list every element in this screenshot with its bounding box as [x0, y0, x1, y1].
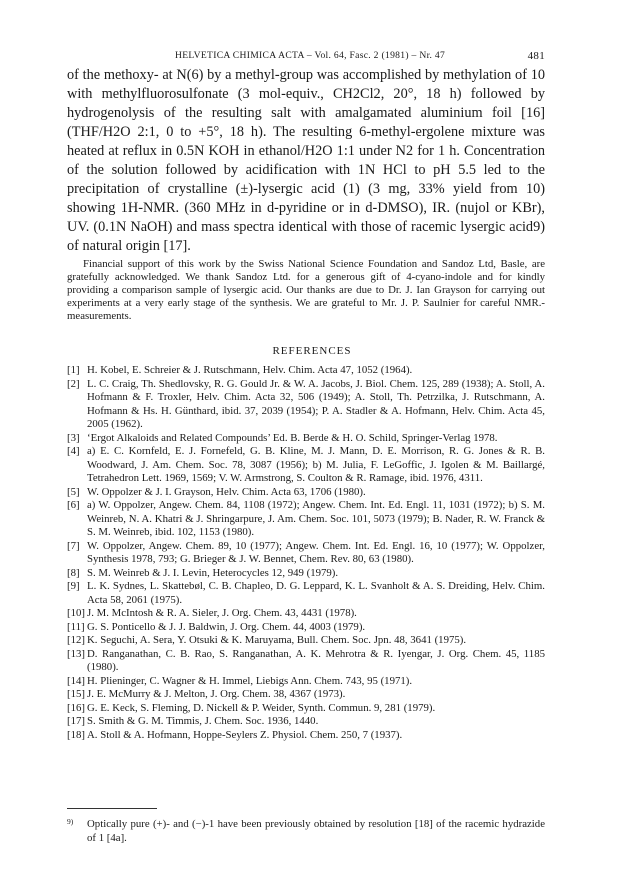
reference-text: D. Ranganathan, C. B. Rao, S. Ranganathan, A. K. Mehrotra & R. Iyengar, J. Org. Chem. 45, 1185 (1980).	[87, 647, 545, 673]
reference-text: a) W. Oppolzer, Angew. Chem. 84, 1108 (1972); Angew. Chem. Int. Ed. Engl. 11, 1031 (1972); b) S. M. Weinreb, N. A. Khatri & J. Shringarpure, J. Am. Chem. Soc. 101, 5073 (1979); B. Nader, R. W. Franck & S. M. Weinreb, ibid. 102, 1153 (1980).	[87, 499, 545, 538]
references-heading: REFERENCES	[272, 345, 352, 357]
reference-text: J. M. McIntosh & R. A. Sieler, J. Org. Chem. 43, 4431 (1978).	[87, 607, 357, 619]
reference-item	[67, 729, 545, 743]
reference-number: [18]	[67, 728, 85, 741]
reference-number: [2]	[67, 377, 80, 390]
reference-number: [5]	[67, 485, 80, 498]
reference-item	[67, 432, 545, 446]
reference-item	[67, 364, 545, 378]
reference-number: [13]	[67, 647, 85, 660]
reference-item	[67, 702, 545, 716]
reference-item	[67, 378, 545, 432]
reference-number: [1]	[67, 364, 80, 376]
reference-item	[67, 486, 545, 500]
reference-text: G. S. Ponticello & J. J. Baldwin, J. Org. Chem. 44, 4003 (1979).	[87, 620, 366, 633]
reference-item	[67, 688, 545, 702]
page-number: 481	[527, 50, 545, 62]
reference-text: a) E. C. Kornfeld, E. J. Fornefeld, G. B. Kline, M. J. Mann, D. E. Morrison, R. G. Jones & R. B. Woodward, J. Am. Chem. Soc. 78, 3087 (1956); b) M. Julia, F. LeGoffic, J. Igolen & M. Baillargé, Tetrahedron Lett. 1969, 1569; V. W. Armstrong, S. Coulton & R. Ramage, ibid. 1976, 4311.	[87, 445, 545, 484]
footnote-mark: 9)	[67, 817, 74, 826]
reference-number: [17]	[67, 715, 85, 727]
reference-text: L. K. Sydnes, L. Skattebøl, C. B. Chapleo, D. G. Leppard, K. L. Svanholt & A. S. Dreiding, Helv. Chim. Acta 58, 2061 (1975).	[87, 580, 545, 606]
references-list	[67, 364, 545, 742]
reference-item	[67, 499, 545, 540]
footnote-text: Optically pure (+)- and (−)-1 have been previously obtained by resolution [18] of the racemic hydrazide of 1 [4a].	[87, 818, 545, 844]
running-title: HELVETICA CHIMICA ACTA – Vol. 64, Fasc. 2 (1981) – Nr. 47	[175, 50, 446, 61]
reference-item	[67, 621, 545, 635]
reference-item	[67, 445, 545, 486]
reference-text: W. Oppolzer, Angew. Chem. 89, 10 (1977); Angew. Chem. Int. Ed. Engl. 16, 10 (1977); W. Oppolzer, Synthesis 1978, 793; G. Brieger & J. W. Bennet, Chem. Rev. 80, 63 (1980).	[87, 539, 545, 565]
reference-item	[67, 715, 545, 729]
reference-text: S. Smith & G. M. Timmis, J. Chem. Soc. 1936, 1440.	[87, 715, 319, 727]
reference-text: ‘Ergot Alkaloids and Related Compounds’ Ed. B. Berde & H. O. Schild, Springer-Verlag 1978.	[87, 431, 498, 444]
reference-number: [14]	[67, 674, 85, 687]
reference-number: [12]	[67, 634, 85, 646]
reference-text: G. E. Keck, S. Fleming, D. Nickell & P. Weider, Synth. Commun. 9, 281 (1979).	[87, 701, 436, 714]
acknowledgement-paragraph: Financial support of this work by the Swiss National Science Foundation and Sandoz Ltd, Basle, are gratefully acknowledged. We thank Sandoz Ltd. for a generous gift of 4-cyano-indole and for kindly providing a comparison sample of lysergic acid. Our thanks are due to Dr. J. Ian Grayson for carrying out experiments at a very early stage of the synthesis. We are grateful to Mr. J. P. Saulnier for careful NMR.-measurements.	[67, 258, 545, 322]
footnote-divider	[67, 808, 157, 809]
body-paragraph: of the methoxy- at N(6) by a methyl-group was accomplished by methylation of 10 with methylfluorosulfonate (3 mol-equiv., CH2Cl2, 20°, 18 h) followed by hydrogenolysis of the resulting salt with amalgamated aluminium foil [16] (THF/H2O 2:1, 0 to +5°, 18 h). The resulting 6-methyl-ergolene mixture was heated at reflux in 0.5N KOH in ethanol/H2O 1:1 under N2 for 1 h. Concentration of the solution followed by acidification with 1N HCl to pH 5.5 led to the precipitation of crystalline (±)-lysergic acid (1) (3 mg, 33% yield from 10) showing 1H-NMR. (360 MHz in d-pyridine or in d-DMSO), IR. (nujol or KBr), UV. (0.1N NaOH) and mass spectra identical with those of racemic lysergic acid9) of natural origin [17].	[67, 67, 545, 254]
reference-item	[67, 634, 545, 648]
reference-text: H. Plieninger, C. Wagner & H. Immel, Liebigs Ann. Chem. 743, 95 (1971).	[87, 674, 413, 687]
reference-number: [7]	[67, 539, 80, 552]
footnote	[67, 818, 545, 845]
reference-text: H. Kobel, E. Schreier & J. Rutschmann, Helv. Chim. Acta 47, 1052 (1964).	[87, 364, 413, 376]
reference-item	[67, 648, 545, 675]
reference-item	[67, 607, 545, 621]
reference-text: J. E. McMurry & J. Melton, J. Org. Chem. 38, 4367 (1973).	[87, 688, 346, 700]
reference-text: W. Oppolzer & J. I. Grayson, Helv. Chim. Acta 63, 1706 (1980).	[87, 485, 366, 498]
reference-text: A. Stoll & A. Hofmann, Hoppe-Seylers Z. Physiol. Chem. 250, 7 (1937).	[87, 728, 403, 741]
reference-number: [15]	[67, 688, 85, 700]
reference-text: S. M. Weinreb & J. I. Levin, Heterocycles 12, 949 (1979).	[87, 566, 339, 579]
reference-text: K. Seguchi, A. Sera, Y. Otsuki & K. Maruyama, Bull. Chem. Soc. Jpn. 48, 3641 (1975).	[87, 634, 467, 646]
reference-item	[67, 540, 545, 567]
reference-item	[67, 580, 545, 607]
reference-number: [4]	[67, 445, 80, 457]
reference-number: [3]	[67, 431, 80, 444]
reference-item	[67, 567, 545, 581]
reference-text: L. C. Craig, Th. Shedlovsky, R. G. Gould Jr. & W. A. Jacobs, J. Biol. Chem. 125, 289 (1938); A. Stoll, A. Hofmann & F. Troxler, Helv. Chim. Acta 32, 506 (1949); A. Stoll, Th. Petrzilka, J. Rutschmann, A. Hofmann & Hs. H. Günthard, ibid. 37, 2039 (1954); P. A. Stadler & A. Hofmann, Helv. Chim. Acta 45, 2005 (1962).	[87, 377, 545, 430]
reference-number: [6]	[67, 499, 80, 511]
reference-number: [16]	[67, 701, 85, 714]
reference-number: [9]	[67, 580, 80, 592]
reference-number: [10]	[67, 607, 85, 619]
reference-item	[67, 675, 545, 689]
reference-number: [8]	[67, 566, 80, 579]
reference-number: [11]	[67, 620, 85, 633]
